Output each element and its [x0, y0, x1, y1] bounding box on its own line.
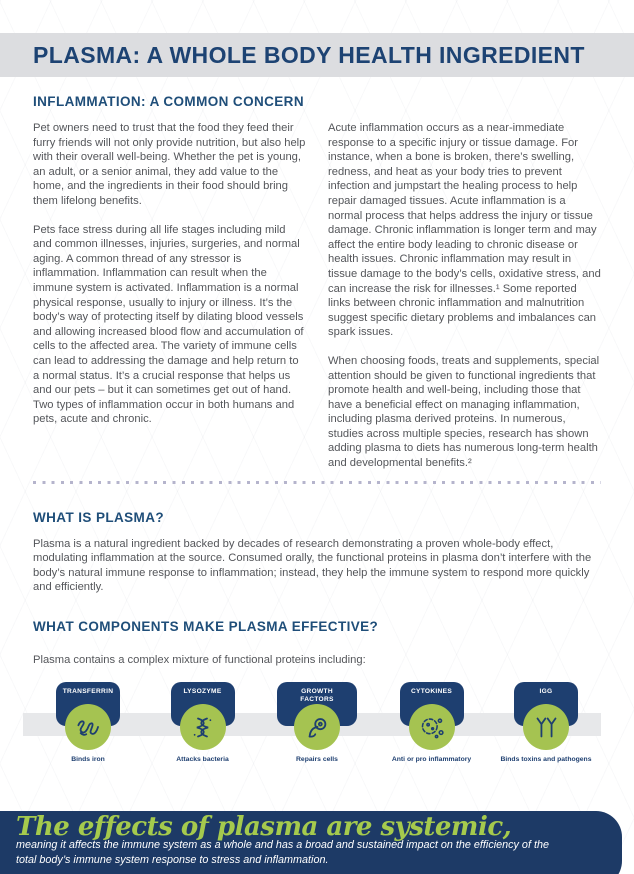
- components-row: [33, 682, 601, 766]
- component-label: GROWTH FACTORS: [277, 682, 357, 726]
- component-label: TRANSFERRIN: [56, 682, 121, 726]
- inflammation-heading: INFLAMMATION: A COMMON CONCERN: [33, 94, 304, 109]
- cytokine-cell-icon: [418, 714, 445, 741]
- footer-callout: [0, 811, 622, 874]
- component-caption: Anti or pro inflammatory: [391, 756, 472, 764]
- component-card-cytokines: [377, 682, 487, 766]
- component-label: CYTOKINES: [400, 682, 464, 726]
- component-label: LYSOZYME: [171, 682, 235, 726]
- component-icon-circle: [409, 704, 455, 750]
- footer-rest: meaning it affects the immune system as a whole and has a broad and sustained impact on the efficiency of the total body’s immune system response to stress and inflammation.: [16, 839, 549, 867]
- paragraph: Plasma is a natural ingredient backed by decades of research demonstrating a proven whole-body effect, modulating inflammation at the source. Consumed orally, the functional proteins in plasma don’t interfere with the body’s natural immune response to inflammation; instead, they help the immune system to respond more quickly and efficiently.: [33, 537, 592, 594]
- page-title: PLASMA: A WHOLE BODY HEALTH INGREDIENT: [33, 41, 585, 68]
- footer-lead-script: The effects of plasma are systemic,: [16, 812, 512, 843]
- title-band: [0, 33, 634, 77]
- component-card-igg: [491, 682, 601, 766]
- protein-ribbon-icon: [75, 714, 102, 741]
- component-icon-circle: [65, 704, 111, 750]
- component-icon-circle: [180, 704, 226, 750]
- two-column-text: [33, 121, 601, 471]
- component-card-lysozyme: [148, 682, 258, 766]
- component-label: IGG: [514, 682, 578, 726]
- cell-repair-icon: [304, 714, 331, 741]
- component-icon-circle: [294, 704, 340, 750]
- component-caption: Binds iron: [71, 756, 105, 764]
- antibody-icon: [533, 714, 560, 741]
- component-card-growth-factors: [262, 682, 372, 766]
- what-is-plasma-heading: WHAT IS PLASMA?: [33, 509, 164, 525]
- footer-text: [16, 812, 552, 868]
- components-heading: WHAT COMPONENTS MAKE PLASMA EFFECTIVE?: [33, 619, 379, 635]
- left-column: [33, 121, 306, 471]
- component-caption: Repairs cells: [296, 756, 338, 764]
- component-icon-circle: [523, 704, 569, 750]
- paragraph: When choosing foods, treats and supplements, special attention should be given to functional ingredients that promote health and well-being, including those that have a beneficial effect on managing inflammation, including plasma derived proteins. In numerous, studies across multiple species, research has shown adding plasma to diets has numerous long-term health and developmental benefits.²: [328, 354, 600, 470]
- enzyme-helix-icon: [189, 714, 216, 741]
- paragraph: Pet owners need to trust that the food they feed their furry friends will not only provide nutrition, but also help with their overall well-being. Whether the pet is young, an adult, or a senior animal, they add value to the home, and the ingredients in their food should bring them lifelong benefits.: [33, 122, 306, 207]
- what-is-plasma-body: [33, 537, 601, 595]
- components-intro: Plasma contains a complex mixture of functional proteins including:: [33, 654, 366, 667]
- component-card-transferrin: [33, 682, 143, 766]
- component-caption: Binds toxins and pathogens: [500, 756, 592, 764]
- content-area: [0, 94, 634, 766]
- dotted-divider: [33, 481, 601, 484]
- component-caption: Attacks bacteria: [176, 756, 229, 764]
- paragraph: Acute inflammation occurs as a near-immediate response to a specific injury or tissue damage. For instance, when a bone is broken, there’s swelling, redness, and heat as your body tries to prevent infection and jumpstart the healing process to help repair damaged tissues. Acute inflammation is a normal process that helps address the injury or tissue damage. Chronic inflammation is longer term and may affect the entire body leading to chronic disease or health issues. Chronic inflammation may result in tissue damage to the body’s cells, oxidative stress, and can increase the risk for illnesses.¹ Some reported links between chronic inflammation and malnutrition suggest specific dietary problems and imbalances can spark issues.: [328, 122, 601, 339]
- paragraph: Pets face stress during all life stages including mild and common illnesses, injuries, surgeries, and normal aging. A common thread of any stressor is inflammation. Inflammation can result when the immune system is activated. Inflammation is a normal physical response, usually to injury or illness. It’s the body’s way of protecting itself by dilating blood vessels and allowing increased blood flow and accumulation of cells to the affected area. The variety of immune cells can lead to addressing the damage and help return to a normal status. It’s a crucial response that helps us and our pets – but it can sometimes get out of hand. Two types of inflammation occur in both humans and pets, acute and chronic.: [33, 223, 304, 426]
- right-column: [328, 121, 601, 471]
